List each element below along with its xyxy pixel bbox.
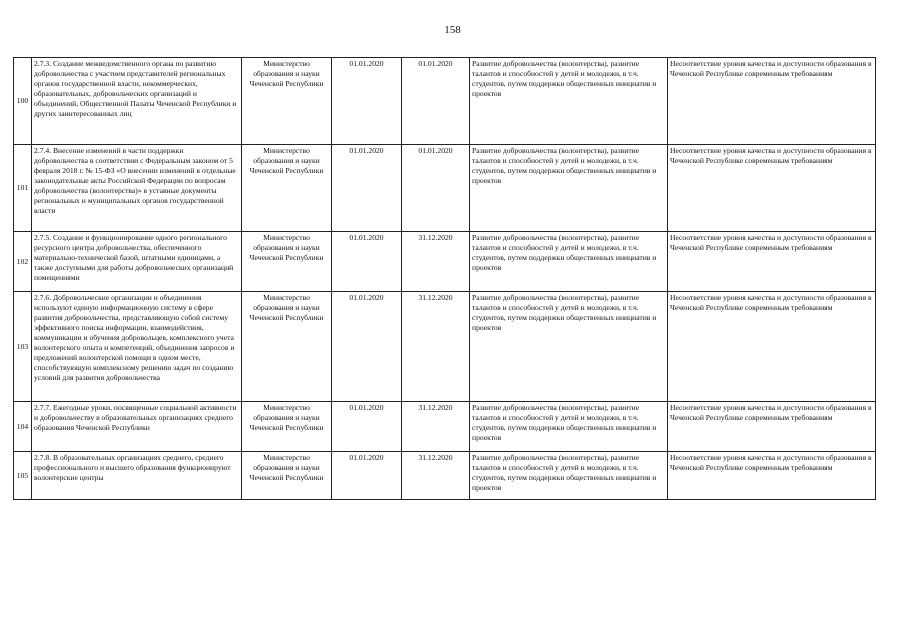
row-number: 100 <box>14 58 32 145</box>
end-date: 31.12.2020 <box>402 402 470 452</box>
start-date: 01.01.2020 <box>332 452 402 500</box>
row-number: 103 <box>14 292 32 402</box>
expected-result: Развитие добровольчества (волонтерства), развитие талантов и способностей у детей и молодежи, в т.ч. студентов, путем поддержки общественных инициатив и проектов <box>470 292 668 402</box>
expected-result: Развитие добровольчества (волонтерства), развитие талантов и способностей у детей и молодежи, в т.ч. студентов, путем поддержки общественных инициатив и проектов <box>470 402 668 452</box>
risk-description: Несоответствие уровня качества и доступности образования в Чеченской Республике современным требованиям <box>668 58 876 145</box>
plan-table-body <box>14 58 876 500</box>
page-number: 158 <box>444 24 461 36</box>
executor: Министерство образования и науки Чеченской Республики <box>242 232 332 292</box>
row-number: 102 <box>14 232 32 292</box>
executor: Министерство образования и науки Чеченской Республики <box>242 145 332 232</box>
table-row <box>14 452 876 500</box>
event-description: 2.7.8. В образовательных организациях среднего, среднего профессионального и высшего образования функционируют волонтерские центры <box>32 452 242 500</box>
start-date: 01.01.2020 <box>332 58 402 145</box>
table-row <box>14 58 876 145</box>
risk-description: Несоответствие уровня качества и доступности образования в Чеченской Республике современным требованиям <box>668 232 876 292</box>
event-description: 2.7.7. Ежегодные уроки, посвященные социальной активности и добровольчеству в образовательных организациях среднего образования Чеченской Республики <box>32 402 242 452</box>
row-number: 105 <box>14 452 32 500</box>
executor: Министерство образования и науки Чеченской Республики <box>242 292 332 402</box>
expected-result: Развитие добровольчества (волонтерства), развитие талантов и способностей у детей и молодежи, в т.ч. студентов, путем поддержки общественных инициатив и проектов <box>470 145 668 232</box>
start-date: 01.01.2020 <box>332 232 402 292</box>
table-row <box>14 232 876 292</box>
event-description: 2.7.6. Добровольческие организации и объединения используют единую информационную систему в сфере развития добровольчества, представляющую собой систему эффективного поиска информации, взаимодействия, коммуникации и обучения добровольцев, комплексного учета волонтерского опыта и компетенций, объединения запросов и предложений волонтерской помощи в одном месте, способствующую комплексному решению задач по созданию условий для развития добровольчества <box>32 292 242 402</box>
end-date: 01.01.2020 <box>402 58 470 145</box>
row-number: 101 <box>14 145 32 232</box>
end-date: 31.12.2020 <box>402 292 470 402</box>
end-date: 01.01.2020 <box>402 145 470 232</box>
table-row <box>14 402 876 452</box>
end-date: 31.12.2020 <box>402 452 470 500</box>
table-row <box>14 292 876 402</box>
risk-description: Несоответствие уровня качества и доступности образования в Чеченской Республике современным требованиям <box>668 292 876 402</box>
event-description: 2.7.5. Создание и функционирование одного регионального ресурсного центра добровольчества, обеспеченного материально-технической базой, штатными единицами, а также доступными для работы добровольческих организаций помещениями <box>32 232 242 292</box>
start-date: 01.01.2020 <box>332 145 402 232</box>
event-description: 2.7.3. Создание межведомственного органа по развитию добровольчества с участием представителей региональных органов государственной власти, некоммерческих, образовательных, добровольческих организаций и объединений, Общественной Палаты Чеченской Республики и других заинтересованных лиц <box>32 58 242 145</box>
row-number: 104 <box>14 402 32 452</box>
risk-description: Несоответствие уровня качества и доступности образования в Чеченской Республике современным требованиям <box>668 402 876 452</box>
expected-result: Развитие добровольчества (волонтерства), развитие талантов и способностей у детей и молодежи, в т.ч. студентов, путем поддержки общественных инициатив и проектов <box>470 232 668 292</box>
table-row <box>14 145 876 232</box>
executor: Министерство образования и науки Чеченской Республики <box>242 452 332 500</box>
risk-description: Несоответствие уровня качества и доступности образования в Чеченской Республике современным требованиям <box>668 145 876 232</box>
event-description: 2.7.4. Внесение изменений в части поддержки добровольчества в соответствии с Федеральным законом от 5 февраля 2018 г. № 15-ФЗ «О внесении изменений в отдельные законодательные акты Российской Федерации по вопросам добровольчества (волонтерства)» в уставные документы региональных и муниципальных органов государственной власти <box>32 145 242 232</box>
expected-result: Развитие добровольчества (волонтерства), развитие талантов и способностей у детей и молодежи, в т.ч. студентов, путем поддержки общественных инициатив и проектов <box>470 452 668 500</box>
executor: Министерство образования и науки Чеченской Республики <box>242 58 332 145</box>
start-date: 01.01.2020 <box>332 402 402 452</box>
risk-description: Несоответствие уровня качества и доступности образования в Чеченской Республике современным требованиям <box>668 452 876 500</box>
executor: Министерство образования и науки Чеченской Республики <box>242 402 332 452</box>
end-date: 31.12.2020 <box>402 232 470 292</box>
start-date: 01.01.2020 <box>332 292 402 402</box>
plan-table <box>13 57 876 500</box>
expected-result: Развитие добровольчества (волонтерства), развитие талантов и способностей у детей и молодежи, в т.ч. студентов, путем поддержки общественных инициатив и проектов <box>470 58 668 145</box>
